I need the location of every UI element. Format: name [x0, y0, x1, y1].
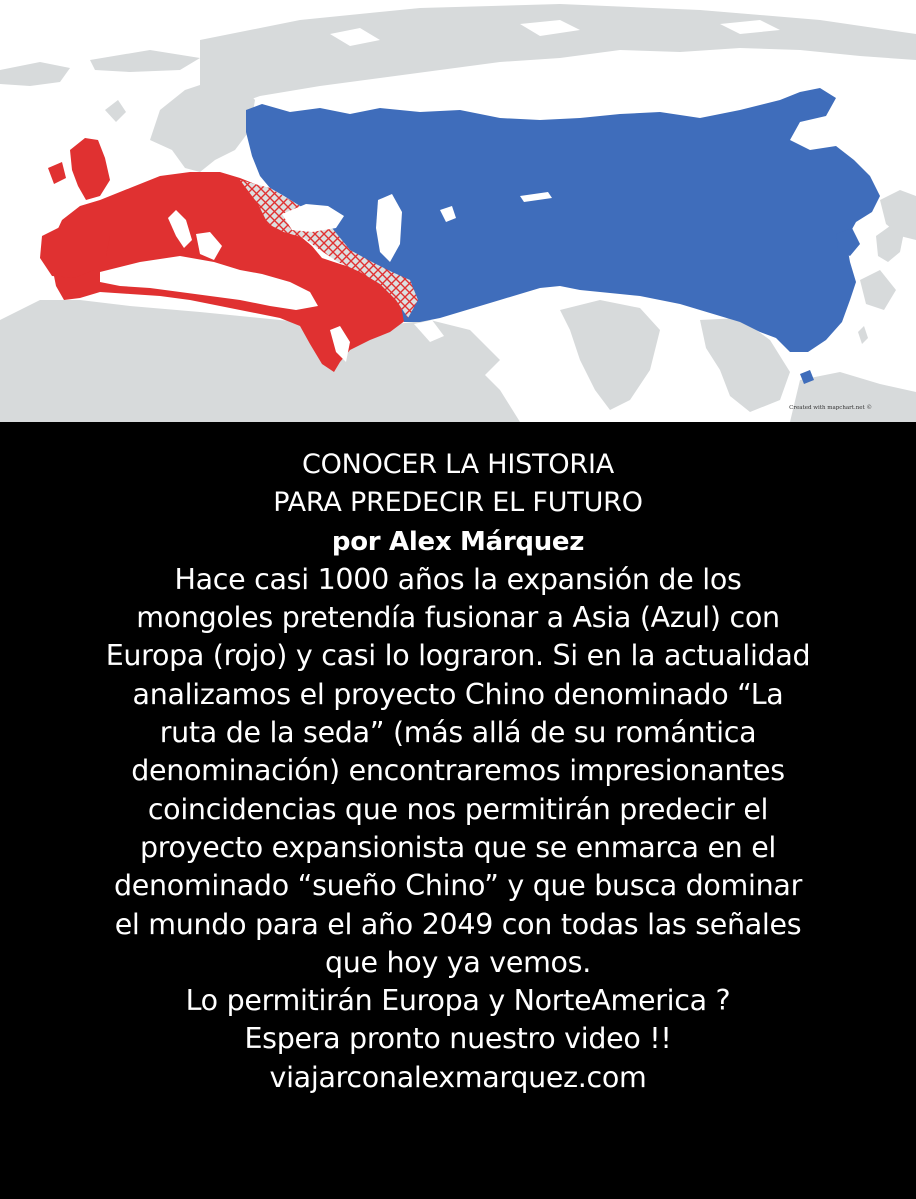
- body-line: analizamos el proyecto Chino denominado “La: [132, 677, 784, 711]
- title-line-2: PARA PREDECIR EL FUTURO: [273, 487, 643, 519]
- caption-panel: [0, 422, 916, 1199]
- map-credit: Created with mapchart.net ©: [789, 405, 872, 411]
- body-line: coincidencias que nos permitirán predecir el: [147, 792, 769, 826]
- historical-map: [0, 0, 916, 422]
- body-line: que hoy ya vemos.: [325, 945, 591, 979]
- website-url: viajarconalexmarquez.com: [269, 1060, 647, 1094]
- map-svg: [0, 0, 916, 422]
- body-line: denominado “sueño Chino” y que busca dominar: [113, 869, 802, 903]
- question-line: Lo permitirán Europa y NorteAmerica ?: [185, 984, 731, 1018]
- author-byline: por Alex Márquez: [331, 526, 585, 557]
- body-line: proyecto expansionista que se enmarca en el: [139, 830, 777, 864]
- body-line: denominación) encontraremos impresionantes: [131, 754, 785, 788]
- title-line-1: CONOCER LA HISTORIA: [301, 449, 615, 480]
- body-line: el mundo para el año 2049 con todas las señales: [114, 907, 802, 941]
- body-line: Hace casi 1000 años la expansión de los: [174, 562, 742, 596]
- teaser-line: Espera pronto nuestro video !!: [244, 1022, 672, 1056]
- body-line: ruta de la seda” (más allá de su romántica: [159, 716, 757, 750]
- body-line: Europa (rojo) y casi lo lograron. Si en la actualidad: [105, 639, 811, 673]
- body-line: mongoles pretendía fusionar a Asia (Azul) con: [136, 601, 780, 635]
